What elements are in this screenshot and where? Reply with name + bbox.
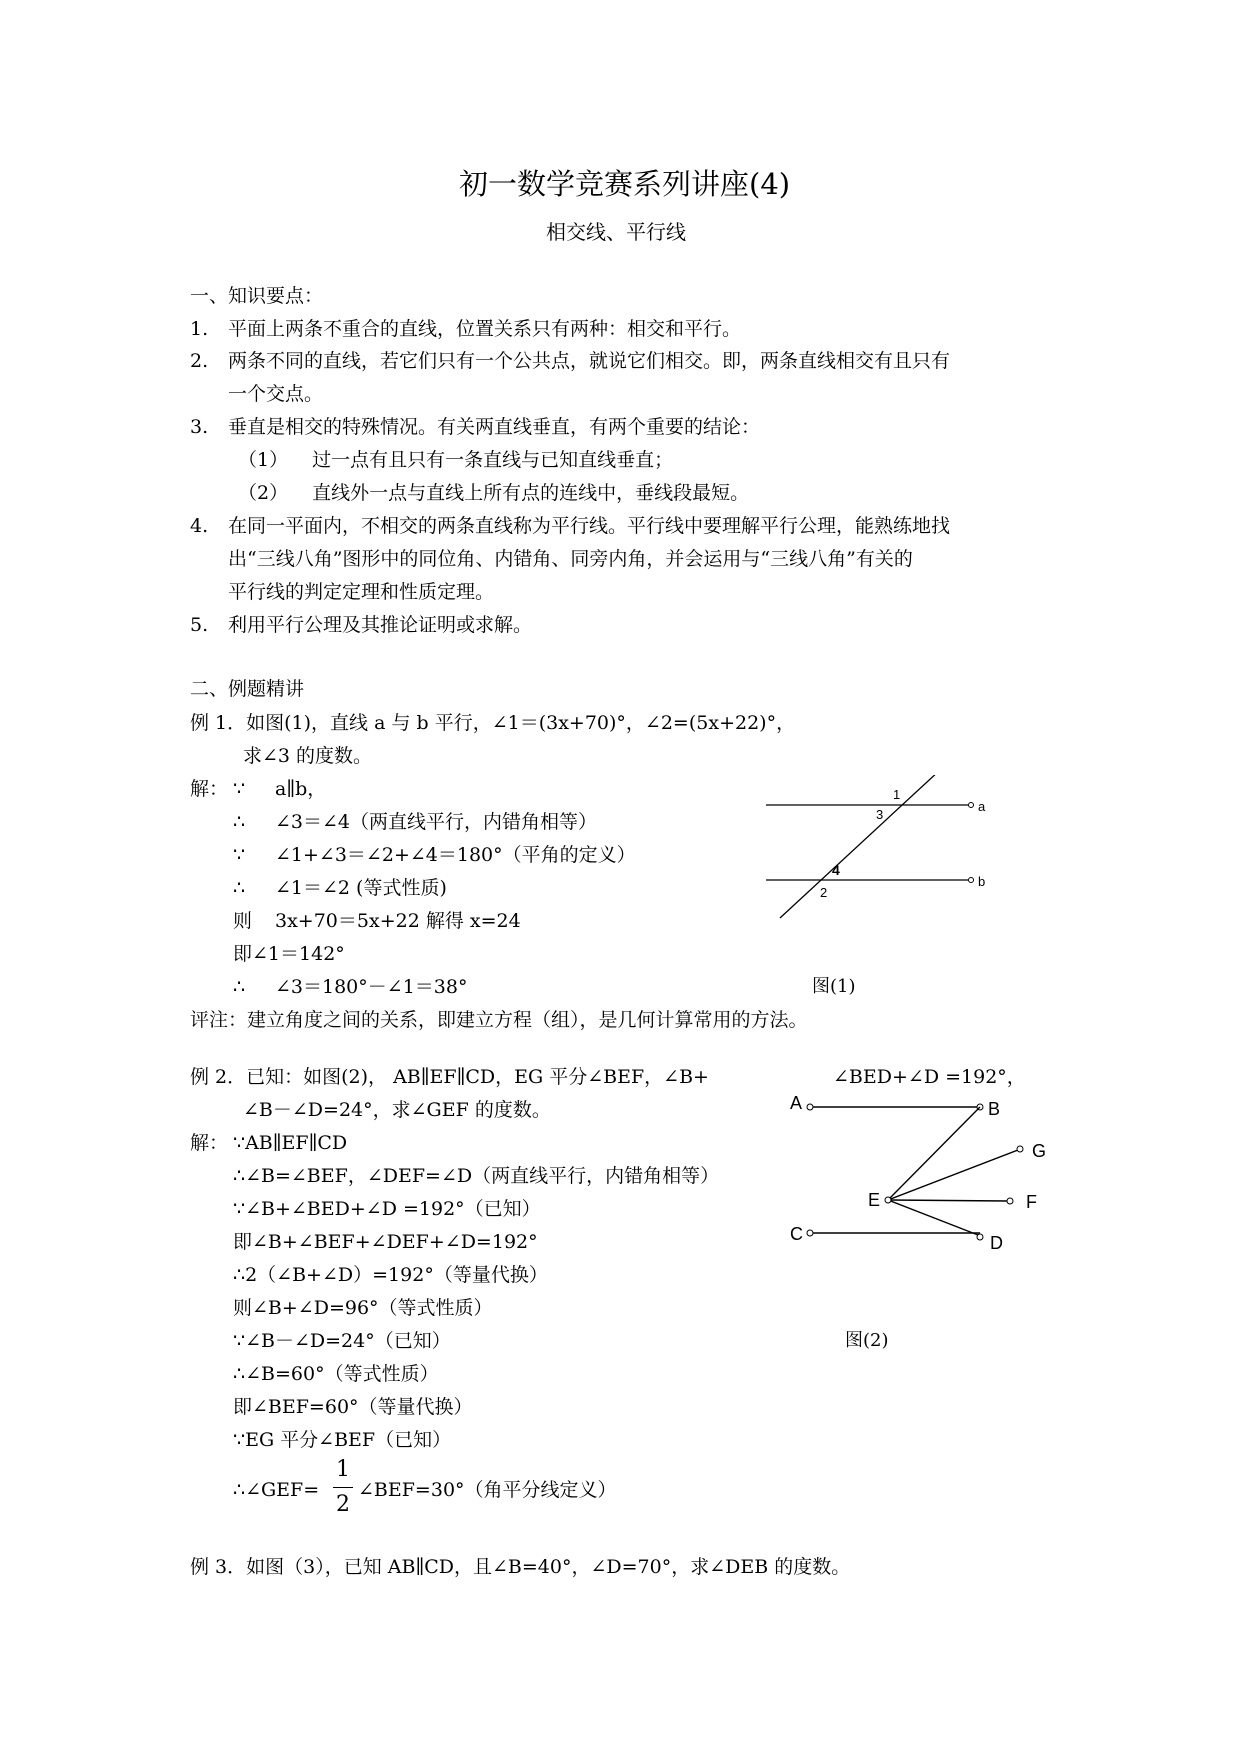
list-item-1 <box>190 320 741 339</box>
point-f-label: F <box>1026 1192 1037 1212</box>
item-text: 垂直是相交的特殊情况。有关两直线垂直，有两个重要的结论： <box>228 416 761 438</box>
step-text: 3x+70＝5x+22 解得 x=24 <box>275 910 521 932</box>
sub-item-1 <box>238 451 673 470</box>
step-text: ∠1＝142° <box>252 943 345 965</box>
angle-1-label: 1 <box>893 787 901 802</box>
item-number: 4. <box>190 515 209 537</box>
example1-comment: 评注：建立角度之间的关系，即建立方程（组），是几何计算常用的方法。 <box>190 1009 808 1031</box>
step-symbol: ∴ <box>233 811 246 833</box>
point-a <box>807 1104 813 1110</box>
example1-statement: 例 1．如图(1)，直线 a 与 b 平行，∠1＝(3x+70)°，∠2=(5x+22)°， <box>190 712 796 734</box>
segment-ef <box>888 1200 1008 1201</box>
example1-solution-label: 解： <box>190 778 229 800</box>
point-e <box>885 1197 891 1203</box>
step-text: ∠1+∠3＝∠2+∠4＝180°（平角的定义） <box>275 844 636 866</box>
item-number: 1. <box>190 318 209 340</box>
figure-1 <box>760 775 1000 935</box>
item-number: 5. <box>190 614 209 636</box>
example2-statement: 例 2．已知：如图(2)， AB∥EF∥CD，EG 平分∠BEF，∠B+ <box>190 1066 709 1088</box>
item-number: 3. <box>190 416 209 438</box>
list-item-4 <box>190 517 950 536</box>
fraction-denominator: 2 <box>336 1492 350 1517</box>
ex2-step-7: ∵∠B－∠D=24°（已知） <box>233 1330 451 1352</box>
line-a-label: a <box>978 799 986 814</box>
step-symbol: ∴ <box>233 976 246 998</box>
step-symbol: ∵ <box>233 844 246 866</box>
list-item-2-cont: 一个交点。 <box>228 383 324 405</box>
list-item-3 <box>190 418 760 437</box>
fraction-bar <box>333 1487 353 1488</box>
example2-solution-label: 解： <box>190 1132 229 1154</box>
list-item-5 <box>190 616 532 635</box>
point-c <box>807 1230 813 1236</box>
sub-item-text: 过一点有且只有一条直线与已知直线垂直； <box>312 449 674 471</box>
section2-heading: 二、例题精讲 <box>190 678 305 700</box>
ex2-step-4: 即∠B+∠BEF+∠DEF+∠D=192° <box>233 1231 538 1253</box>
step-text: a∥b， <box>275 778 327 800</box>
list-item-4-cont1: 出“三线八角”图形中的同位角、内错角、同旁内角，并会运用与“三线八角”有关的 <box>228 548 913 570</box>
sub-item-number: （2） <box>238 482 289 504</box>
sub-item-number: （1） <box>238 449 289 471</box>
transversal-line <box>780 775 940 918</box>
ex2-final-step-prefix: ∴∠GEF= <box>233 1479 320 1501</box>
point-a-label: A <box>790 1093 803 1113</box>
ex2-final-step-suffix: ∠BEF=30°（角平分线定义） <box>358 1479 617 1501</box>
point-g-label: G <box>1032 1141 1047 1161</box>
list-item-4-cont2: 平行线的判定定理和性质定理。 <box>228 581 495 603</box>
step-text: ∠3＝∠4（两直线平行，内错角相等） <box>275 811 598 833</box>
item-text: 利用平行公理及其推论证明或求解。 <box>228 614 533 636</box>
line-a-endpoint <box>969 803 974 808</box>
step-text: ∠3＝180°－∠1＝38° <box>275 976 468 998</box>
segment-eb <box>888 1107 980 1200</box>
fraction-numerator: 1 <box>336 1457 350 1482</box>
example2-statement-cont: ∠BED+∠D =192°， <box>833 1066 1026 1088</box>
item-text: 两条不同的直线，若它们只有一个公共点，就说它们相交。即，两条直线相交有且只有 <box>228 350 951 372</box>
ex2-step-3: ∵∠B+∠BED+∠D =192°（已知） <box>233 1198 541 1220</box>
ex2-step-2: ∴∠B=∠BEF，∠DEF=∠D（两直线平行，内错角相等） <box>233 1165 720 1187</box>
page-subtitle: 相交线、平行线 <box>546 220 686 244</box>
sub-item-text: 直线外一点与直线上所有点的连线中，垂线段最短。 <box>312 482 750 504</box>
example3-statement: 例 3．如图（3），已知 AB∥CD，且∠B=40°，∠D=70°，求∠DEB 的度数。 <box>190 1556 851 1578</box>
ex2-step-5: ∴2（∠B+∠D）=192°（等量代换） <box>233 1264 548 1286</box>
step-symbol: 则 <box>233 910 253 932</box>
ex2-step-6: 则∠B+∠D=96°（等式性质） <box>233 1297 493 1319</box>
ex1-step-5 <box>233 912 521 931</box>
point-e-label: E <box>868 1190 881 1210</box>
ex2-step-9: 即∠BEF=60°（等量代换） <box>233 1396 473 1418</box>
ex1-step-2 <box>233 813 597 832</box>
sub-item-2 <box>238 484 749 503</box>
point-c-label: C <box>790 1224 803 1244</box>
point-g <box>1017 1146 1023 1152</box>
angle-2-label: 2 <box>820 885 828 900</box>
page-title: 初一数学竞赛系列讲座(4) <box>459 167 791 201</box>
segment-ed <box>888 1200 978 1235</box>
figure-2-caption: 图(2) <box>845 1330 889 1351</box>
example1-question: 求∠3 的度数。 <box>243 745 373 767</box>
figure-2 <box>780 1085 1060 1265</box>
angle-3-label: 3 <box>876 807 884 822</box>
ex2-step-1: ∵AB∥EF∥CD <box>233 1132 348 1154</box>
step-symbol: ∵ <box>233 778 246 800</box>
step-symbol: 即 <box>233 943 253 965</box>
example2-given: ∠B－∠D=24°，求∠GEF 的度数。 <box>243 1099 551 1121</box>
segment-eg <box>888 1150 1018 1200</box>
item-number: 2. <box>190 350 209 372</box>
point-d-label: D <box>990 1233 1003 1253</box>
list-item-2 <box>190 352 950 371</box>
ex1-step-3 <box>233 846 636 865</box>
ex1-step-6 <box>233 945 345 964</box>
ex1-step-1 <box>233 780 326 799</box>
angle-4-label: 4 <box>832 862 840 878</box>
item-text: 平面上两条不重合的直线，位置关系只有两种：相交和平行。 <box>228 318 742 340</box>
line-b-label: b <box>978 874 986 889</box>
ex2-step-8: ∴∠B=60°（等式性质） <box>233 1363 439 1385</box>
step-symbol: ∴ <box>233 877 246 899</box>
point-b-label: B <box>988 1099 1001 1119</box>
ex1-step-7 <box>233 978 467 997</box>
ex2-step-10: ∵EG 平分∠BEF（已知） <box>233 1429 452 1451</box>
step-text: ∠1＝∠2 (等式性质) <box>275 877 447 899</box>
section1-heading: 一、知识要点： <box>190 285 324 307</box>
item-text: 在同一平面内，不相交的两条直线称为平行线。平行线中要理解平行公理，能熟练地找 <box>228 515 951 537</box>
figure-1-caption: 图(1) <box>812 976 856 997</box>
ex1-step-4 <box>233 879 447 898</box>
point-f <box>1007 1198 1013 1204</box>
line-b-endpoint <box>969 878 974 883</box>
